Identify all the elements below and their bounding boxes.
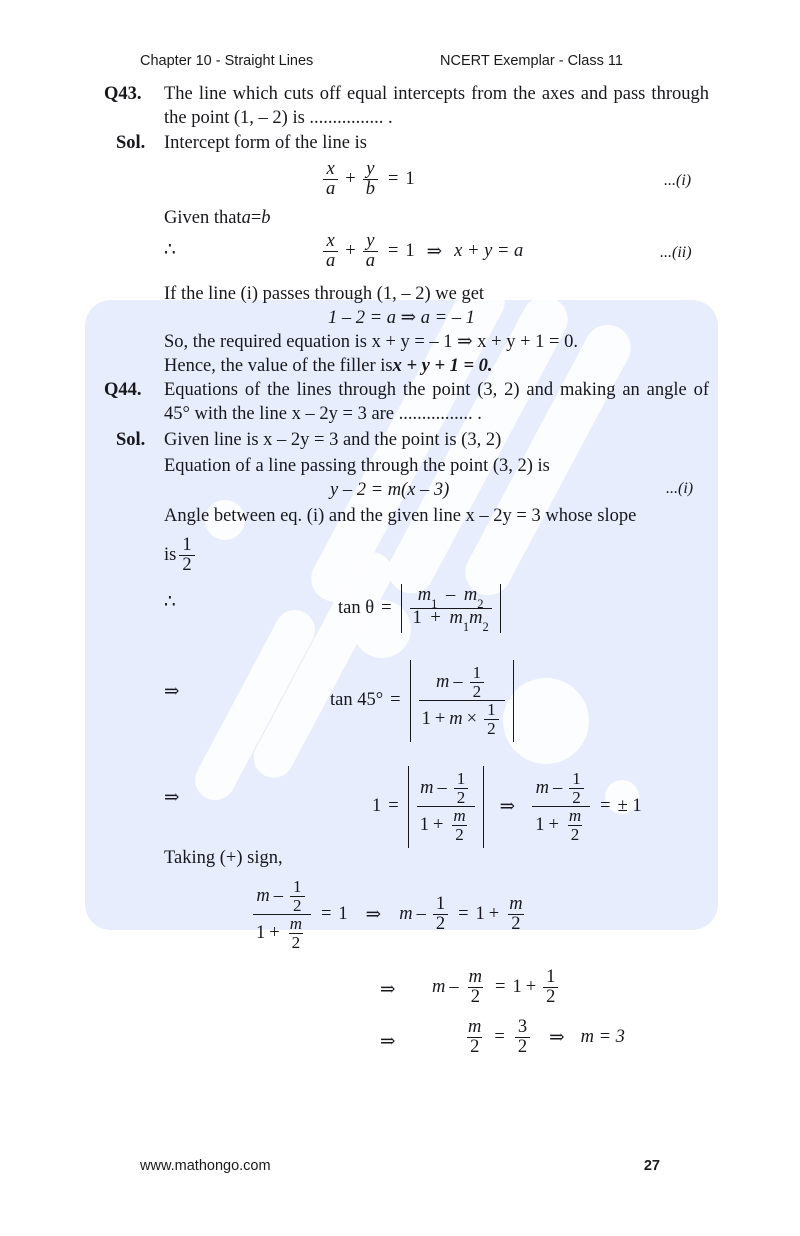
q44-sol-label-row	[116, 428, 501, 452]
q44-angle-between-text: Angle between eq. (i) and the given line x – 2y = 3 whose slope	[164, 506, 637, 526]
q44-tan-theta-lhs: tan θ	[338, 597, 375, 618]
q44-s1-fn: 1	[293, 877, 302, 896]
q44-tan45-implies: ⇒	[164, 682, 180, 702]
q43-eq1-equals: =	[387, 169, 399, 190]
q44-oer-m: m	[535, 777, 549, 798]
q44-oed-plus: +	[432, 814, 444, 835]
q44-s1d-one: 1	[256, 922, 266, 943]
q43-filler-row	[164, 354, 493, 378]
q44-oer-fd: 2	[569, 788, 584, 807]
q44-point-slope-number: ...(i)	[666, 480, 694, 497]
q43-sol-label-row	[116, 131, 367, 155]
q44-tt-minus: –	[446, 585, 456, 605]
q44-s2-plus: +	[525, 977, 537, 998]
q44-s2-fd: 2	[468, 987, 483, 1007]
q43-eq2-number: ...(ii)	[660, 244, 692, 261]
q44-step3-implies: ⇒	[380, 1032, 396, 1052]
q44-point-slope-equation: y – 2 = m(x – 3)	[330, 480, 450, 500]
q44-oe-implies2: ⇒	[499, 796, 516, 817]
q44-t45d-one: 1	[421, 708, 431, 729]
q43-equation-2	[320, 232, 523, 271]
q44-s2-m: m	[432, 977, 446, 998]
q44-oerd-fd: 2	[568, 825, 583, 844]
q44-ttd-one: 1	[412, 607, 422, 628]
q44-oer-fn: 1	[572, 769, 581, 788]
q43-eq2-one: 1	[405, 241, 415, 262]
q44-t45d-plus: +	[434, 708, 446, 729]
q44-oe-equals: =	[388, 796, 399, 817]
q44-t45-minus: –	[453, 671, 463, 692]
q43-eq2-a1: a	[323, 251, 338, 271]
q43-passes-through-text: If the line (i) passes through (1, – 2) we get	[164, 284, 485, 304]
q43-therefore-symbol	[164, 238, 176, 262]
q44-slope-num: 1	[182, 535, 192, 555]
q43-eq1-y: y	[366, 159, 375, 179]
q43-filler-value: x + y + 1 = 0.	[392, 356, 493, 376]
q44-step3-equation	[462, 1018, 625, 1057]
q43-substitution-text: 1 – 2 = a ⇒ a = – 1	[328, 308, 475, 328]
q44-t45-m: m	[436, 671, 450, 692]
q44-s2-f2d: 2	[543, 987, 558, 1007]
running-head-chapter: Chapter 10 - Straight Lines	[140, 53, 314, 69]
q44-tan-theta-abs	[401, 584, 501, 633]
q43-eq2-a2: a	[363, 251, 378, 271]
q44-s3-fd: 2	[467, 1037, 482, 1057]
q44-s1d-plus: +	[269, 922, 280, 943]
q44-question-text: Equations of the lines through the point (3, 2) and making an angle of 45° with the line x – 2y = 3 are ................ .	[164, 380, 709, 425]
q44-tt-sub2: 2	[477, 597, 484, 612]
q43-eq2-equals: =	[387, 241, 399, 262]
q43-given-a: a	[241, 208, 251, 228]
q44-t45-fd: 2	[470, 682, 485, 701]
q44-taking-plus-text: Taking (+) sign,	[164, 848, 283, 868]
q43-filler-prefix: Hence, the value of the filler is	[164, 356, 393, 376]
q44-s3-rd: 2	[515, 1037, 530, 1057]
q44-t45d-fd: 2	[484, 719, 499, 738]
q44-oer-minus: –	[552, 777, 563, 798]
q44-slope-value-row	[164, 536, 198, 575]
q44-tan45-abs	[410, 660, 514, 742]
q43-intercept-form-text: Intercept form of the line is	[164, 133, 367, 153]
q44-question-block	[104, 378, 716, 426]
q44-oe-fn: 1	[456, 769, 466, 788]
q44-s2-fn: m	[468, 967, 482, 987]
q44-s3-implies2: ⇒	[549, 1027, 565, 1048]
q44-s1-equals: =	[320, 904, 332, 925]
q44-t45d-m: m	[449, 708, 463, 729]
page-footer	[140, 1158, 660, 1174]
q44-s1r-minus: –	[416, 904, 426, 925]
q44-s1d-fn: m	[289, 914, 302, 934]
q43-sol-label: Sol.	[116, 133, 146, 153]
q44-oerd-fn: m	[568, 806, 582, 826]
q44-line-through-text: Equation of a line passing through the point (3, 2) is	[164, 456, 550, 476]
q44-s1r-f2d: 2	[508, 914, 523, 934]
q44-tan45-lhs: tan 45°	[330, 690, 384, 711]
q44-s1r-plus: +	[488, 904, 500, 925]
q44-s1r-m: m	[399, 904, 413, 925]
q44-t45d-fn: 1	[487, 700, 496, 720]
q44-s1r-equals: =	[458, 904, 469, 925]
q44-ttd-sub1: 1	[462, 620, 470, 635]
q43-question-text: The line which cuts off equal intercepts from the axes and pass through the point (1, – 2) is ................ .	[164, 84, 709, 129]
q44-oer-value: ± 1	[617, 796, 642, 817]
q44-oer-equals: =	[600, 796, 611, 817]
running-head	[140, 53, 720, 69]
q43-eq2-implies: ⇒	[426, 241, 443, 262]
q43-eq1-one: 1	[405, 169, 415, 190]
q44-t45-fn: 1	[472, 663, 482, 682]
q43-eq1-number: ...(i)	[664, 172, 692, 189]
q44-ttd-sub2: 2	[482, 620, 489, 635]
q43-eq1-x: x	[326, 159, 335, 179]
q43-equation-1	[320, 160, 415, 199]
q43-eq2-therefore: ∴	[164, 240, 176, 260]
q44-oed-fd: 2	[452, 825, 467, 844]
q44-oed-one: 1	[419, 814, 429, 835]
q44-slope-den: 2	[179, 555, 194, 575]
q44-s1r-fn: 1	[435, 894, 446, 915]
q44-oe-one: 1	[372, 796, 382, 817]
q43-label: Q43.	[104, 84, 142, 104]
q43-eq2-y: y	[366, 231, 375, 251]
q43-given-b: b	[261, 208, 271, 228]
q44-step2-implies: ⇒	[380, 980, 396, 1000]
q44-label: Q44.	[104, 380, 142, 400]
q44-oe-minus: –	[437, 777, 447, 798]
q44-oed-fn: m	[453, 806, 466, 826]
q44-s2-equals: =	[495, 977, 506, 998]
footer-site-url[interactable]: www.mathongo.com	[140, 1158, 271, 1174]
q44-tt-sub1: 1	[431, 597, 438, 612]
q44-s1-fd: 2	[290, 896, 305, 915]
q44-ttd-m2: m	[469, 607, 483, 628]
q44-s3-equals: =	[494, 1027, 505, 1048]
q43-eq2-x: x	[326, 231, 335, 251]
q44-ttd-plus: +	[430, 607, 441, 628]
q43-given-row	[164, 206, 271, 230]
q44-s1r-one: 1	[475, 904, 485, 925]
running-head-book: NCERT Exemplar - Class 11	[440, 53, 623, 69]
q44-sol-label: Sol.	[116, 430, 146, 450]
q44-s1-minus: –	[273, 885, 284, 906]
q43-eq1-a: a	[323, 179, 338, 199]
q44-s2-f2n: 1	[546, 967, 556, 987]
q43-required-equation-text: So, the required equation is x + y = – 1 ⇒ x + y + 1 = 0.	[164, 332, 578, 352]
q44-t45d-times: ×	[466, 708, 478, 729]
q44-tan45-equation	[330, 660, 516, 742]
q43-question-block	[104, 82, 716, 130]
q44-s1d-fd: 2	[289, 933, 304, 952]
q44-one-equals-equation	[372, 766, 642, 848]
q44-s1r-f2n: m	[509, 894, 523, 915]
q44-s1r-fd: 2	[433, 914, 448, 934]
footer-page-number: 27	[643, 1158, 660, 1174]
q44-s3-fn: m	[468, 1017, 482, 1037]
q43-eq2-result: x + y = a	[454, 241, 524, 262]
q44-tt-m1: m	[417, 585, 432, 605]
q43-eq1-plus: +	[345, 169, 356, 190]
q44-oerd-one: 1	[535, 814, 545, 835]
q43-given-pre: Given that	[164, 208, 242, 228]
q44-oerd-plus: +	[548, 814, 559, 835]
q44-tan45-equals: =	[390, 690, 401, 711]
q44-given-line-text: Given line is x – 2y = 3 and the point is (3, 2)	[164, 430, 502, 450]
q44-tan-theta-equation	[338, 584, 503, 633]
q44-oe-abs	[408, 766, 484, 848]
q44-step1-equation	[250, 878, 529, 952]
q44-one-equals-implies: ⇒	[164, 788, 180, 808]
q44-s3-rn: 3	[517, 1017, 528, 1037]
q44-s2-one: 1	[512, 977, 522, 998]
q44-s2-minus: –	[449, 977, 459, 998]
q43-eq2-plus: +	[345, 241, 356, 262]
q43-eq1-b: b	[363, 179, 378, 199]
q44-s1-one: 1	[338, 904, 348, 925]
q44-step2-equation	[432, 968, 561, 1007]
q44-slope-prefix: is	[164, 545, 177, 566]
q44-s1-m: m	[256, 885, 270, 906]
q44-tan-theta-equals: =	[381, 597, 392, 618]
q44-oe-fd: 2	[454, 788, 469, 807]
q44-s1-implies: ⇒	[365, 904, 382, 925]
q44-oe-m: m	[420, 777, 434, 798]
q43-given-eq: =	[250, 208, 262, 228]
q44-tan-theta-therefore: ∴	[164, 592, 176, 612]
q44-ttd-m1: m	[449, 607, 463, 628]
q44-tt-m2: m	[463, 585, 478, 605]
q44-s3-result: m = 3	[580, 1027, 625, 1048]
